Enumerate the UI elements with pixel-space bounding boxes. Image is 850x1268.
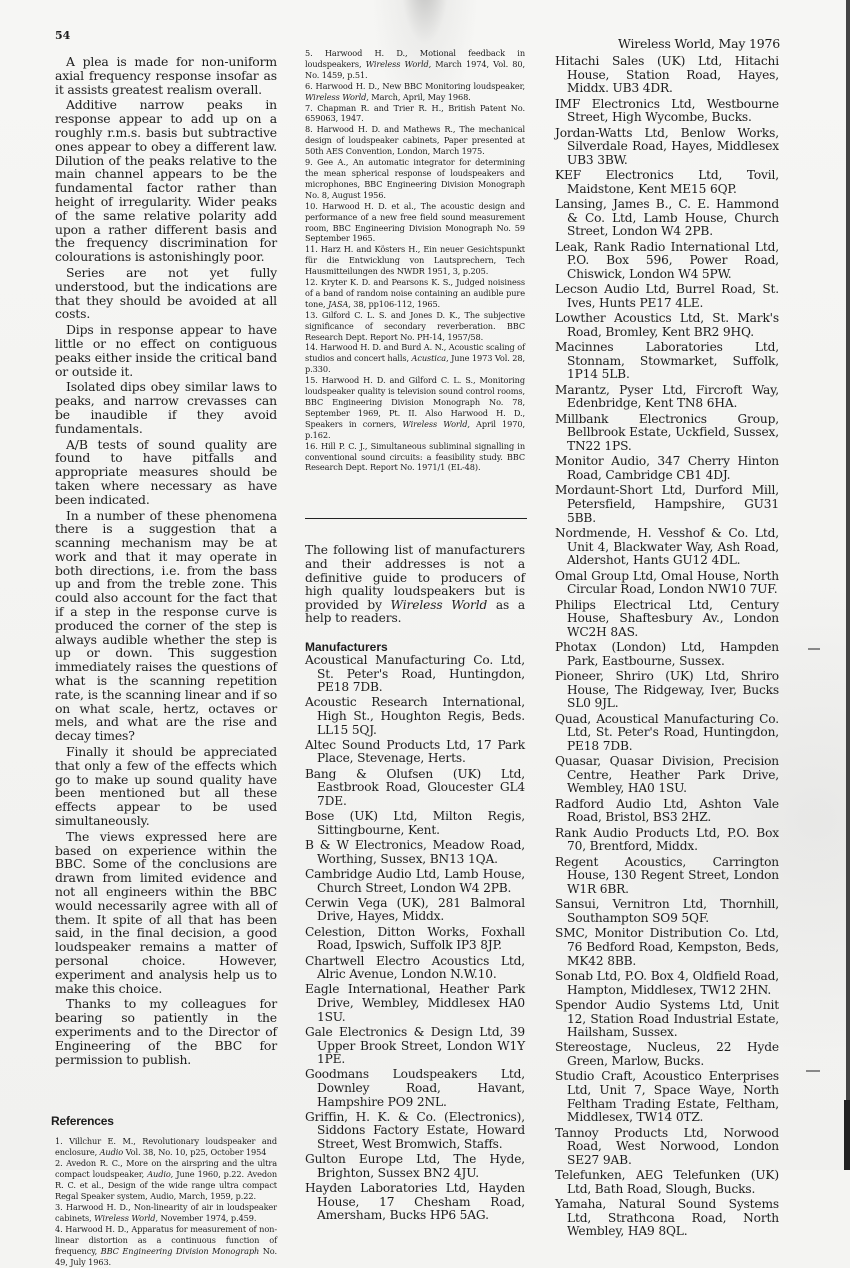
manufacturer-entry: Gulton Europe Ltd, The Hyde, Brighton, Sussex BN2 4JU.: [305, 1152, 525, 1180]
paragraph: Finally it should be appreciated that only a few of the effects which go to make up sound quality have been mentioned but all these effects appear to be used simultaneously.: [55, 744, 277, 829]
section-divider: [305, 518, 527, 519]
manufacturer-entry: Tannoy Products Ltd, Norwood Road, West Norwood, London SE27 9AB.: [555, 1125, 779, 1167]
reference-item: 3. Harwood H. D., Non-linearity of air in loudspeaker cabinets, Wireless World, November 1974, p.459.: [55, 1202, 277, 1224]
paragraph: Dips in response appear to have little or no effect on contiguous peaks either inside the critical band or outside it.: [55, 322, 277, 379]
reference-item: 9. Gee A., An automatic integrator for determining the mean spherical response of loudspeakers and microphones, BBC Engineering Division Monograph No. 8, August 1956.: [305, 157, 525, 200]
scan-blemish: [806, 1070, 820, 1072]
scan-blemish: [808, 648, 820, 650]
page-edge-shadow: [846, 0, 850, 1170]
reference-item: 13. Gilford C. L. S. and Jones D. K., The subjective significance of secondary reverberation. BBC Research Dept. Report No. PH-14, 1957/58.: [305, 309, 525, 342]
manufacturer-entry: Macinnes Laboratories Ltd, Stonnam, Stowmarket, Suffolk, 1P14 5LB.: [555, 340, 779, 382]
manufacturer-entry: Cambridge Audio Ltd, Lamb House, Church Street, London W4 2PB.: [305, 866, 525, 895]
manufacturers-intro: The following list of manufacturers and their addresses is not a definitive guide to producers of high quality loudspeakers but is provided by Wireless World as a help to readers.: [305, 543, 525, 626]
paragraph: Series are not yet fully understood, but the indications are that they should be avoided at all costs.: [55, 264, 277, 322]
manufacturer-entry: Lansing, James B., C. E. Hammond & Co. Ltd, Lamb House, Church Street, London W4 2PB.: [555, 197, 779, 239]
manufacturer-entry: SMC, Monitor Distribution Co. Ltd, 76 Bedford Road, Kempston, Beds, MK42 8BB.: [555, 926, 779, 968]
reference-item: 15. Harwood H. D. and Gilford C. L. S., Monitoring loudspeaker quality is television sound control rooms, BBC Engineering Division Monograph No. 78, September 1969, Pt. II. Also Harwood H. D., Speakers in corners, Wireless World, April 1970, p.162.: [305, 375, 525, 440]
manufacturer-entry: Pioneer, Shriro (UK) Ltd, Shriro House, The Ridgeway, Iver, Bucks SL0 9JL.: [555, 669, 779, 711]
article-body: [55, 55, 277, 1066]
manufacturer-entry: IMF Electronics Ltd, Westbourne Street, High Wycombe, Bucks.: [555, 96, 779, 125]
manufacturer-entry: Yamaha, Natural Sound Systems Ltd, Strathcona Road, North Wembley, HA9 8QL.: [555, 1197, 779, 1239]
manufacturers-heading: Manufacturers: [305, 639, 388, 654]
reference-item: 11. Harz H. and Kösters H., Ein neuer Gesichtspunkt für die Entwicklung von Lautsprechern, Tech Hausmitteilungen des NWDR 1951, 3, p.205.: [305, 244, 525, 277]
paragraph: A/B tests of sound quality are found to have pitfalls and appropriate measures should be taken where necessary as have been indicated.: [55, 436, 277, 507]
manufacturer-entry: Bang & Olufsen (UK) Ltd, Eastbrook Road, Gloucester GL4 7DE.: [305, 766, 525, 808]
reference-item: 6. Harwood H. D., New BBC Monitoring loudspeaker, Wireless World, March, April, May 1968.: [305, 80, 525, 102]
column-2: [305, 48, 525, 1225]
manufacturer-entry: Lecson Audio Ltd, Burrel Road, St. Ives, Hunts PE17 4LE.: [555, 282, 779, 310]
manufacturer-entry: Lowther Acoustics Ltd, St. Mark's Road, Bromley, Kent BR2 9HQ.: [555, 311, 779, 339]
manufacturer-entry: Philips Electrical Ltd, Century House, Shaftesbury Av., London WC2H 8AS.: [555, 597, 779, 639]
reference-item: 7. Chapman R. and Trier R. H., British Patent No. 659063, 1947.: [305, 102, 525, 124]
column-3: [555, 55, 779, 1241]
reference-item: 12. Kryter K. D. and Pearsons K. S., Judged noisiness of a band of random noise containing an audible pure tone, JASA, 38, pp106-112, 1965.: [305, 277, 525, 309]
manufacturer-entry: Marantz, Pyser Ltd, Fircroft Way, Edenbridge, Kent TN8 6HA.: [555, 382, 779, 411]
manufacturer-entry: Sansui, Vernitron Ltd, Thornhill, Southampton SO9 5QF.: [555, 897, 779, 925]
manufacturer-entry: Gale Electronics & Design Ltd, 39 Upper Brook Street, London W1Y 1PE.: [305, 1024, 525, 1067]
reference-item: 1. Villchur E. M., Revolutionary loudspeaker and enclosure, Audio Vol. 38, No. 10, p25, October 1954: [55, 1136, 277, 1158]
manufacturer-entry: Studio Craft, Acoustico Enterprises Ltd, Unit 7, Space Waye, North Feltham Trading Estate, Feltham, Middlesex, TW14 0TZ.: [555, 1069, 779, 1125]
manufacturer-entry: Mordaunt-Short Ltd, Durford Mill, Petersfield, Hampshire, GU31 5BB.: [555, 483, 779, 525]
manufacturer-entry: Rank Audio Products Ltd, P.O. Box 70, Brentford, Middx.: [555, 825, 779, 854]
paragraph: Additive narrow peaks in response appear to add up on a roughly r.m.s. basis but subtractive ones appear to obey a different law. Dilution of the peaks relative to the main channel appears to be the fundamental factor rather than height of irregularity. Wider peaks of the same relative polarity add upon a rather different basis and the frequency discrimination for colourations is astonishingly poor.: [55, 97, 277, 265]
paragraph: The views expressed here are based on experience within the BBC. Some of the conclusions are drawn from limited evidence and not all engineers within the BBC would necessarily agree with all of them. It spite of all that has been said, in the final decision, a good loudspeaker remains a matter of personal choice. However, experiment and analysis help us to make this choice.: [55, 828, 277, 996]
manufacturer-entry: Stereostage, Nucleus, 22 Hyde Green, Marlow, Bucks.: [555, 1040, 779, 1069]
reference-item: 8. Harwood H. D. and Mathews R., The mechanical design of loudspeaker cabinets, Paper presented at 50th AES Convention, London, March 1975.: [305, 124, 525, 157]
manufacturer-entry: B & W Electronics, Meadow Road, Worthing, Sussex, BN13 1QA.: [305, 838, 525, 866]
manufacturer-entry: Monitor Audio, 347 Cherry Hinton Road, Cambridge CB1 4DJ.: [555, 454, 779, 482]
manufacturer-entry: Goodmans Loudspeakers Ltd, Downley Road, Havant, Hampshire PO9 2NL.: [305, 1067, 525, 1109]
manufacturer-entry: KEF Electronics Ltd, Tovil, Maidstone, Kent ME15 6QP.: [555, 168, 779, 196]
manufacturer-entry: Griffin, H. K. & Co. (Electronics), Siddons Factory Estate, Howard Street, West Bromwich, Staffs.: [305, 1109, 525, 1152]
page-number: 54: [55, 29, 71, 42]
manufacturer-entry: Leak, Rank Radio International Ltd, P.O. Box 596, Power Road, Chiswick, London W4 5PW.: [555, 239, 779, 281]
manufacturer-entry: Quad, Acoustical Manufacturing Co. Ltd, St. Peter's Road, Huntingdon, PE18 7DB.: [555, 711, 779, 753]
manufacturer-entry: Regent Acoustics, Carrington House, 130 Regent Street, London W1R 6BR.: [555, 854, 779, 896]
manufacturer-entry: Nordmende, H. Vesshof & Co. Ltd, Unit 4, Blackwater Way, Ash Road, Aldershot, Hants GU12 4DL.: [555, 525, 779, 568]
manufacturer-entry: Spendor Audio Systems Ltd, Unit 12, Station Road Industrial Estate, Hailsham, Sussex.: [555, 997, 779, 1040]
manufacturer-entry: Celestion, Ditton Works, Foxhall Road, Ipswich, Suffolk IP3 8JP.: [305, 924, 525, 953]
references-heading: References: [51, 1114, 114, 1129]
paragraph: In a number of these phenomena there is a suggestion that a scanning mechanism may be at work and that it may operate in both directions, i.e. from the bass up and from the treble zone. This could also account for the fact that if a step in the response curve is produced the corner of the step is always audible whether the step is up or down. This suggestion immediately raises the questions of what is the scanning repetition rate, is the scanning linear and if so on what scale, hertz, octaves or mels, and what are the rise and decay times?: [55, 507, 277, 744]
column-1: [51, 54, 277, 1268]
manufacturer-entry: Millbank Electronics Group, Bellbrook Estate, Uckfield, Sussex, TN22 1PS.: [555, 411, 779, 453]
running-head: Wireless World, May 1976: [618, 36, 780, 51]
reference-item: 10. Harwood H. D. et al., The acoustic design and performance of a new free field sound measurement room, BBC Engineering Division Monograph No. 59 September 1965.: [305, 200, 525, 244]
manufacturer-entry: Sonab Ltd, P.O. Box 4, Oldfield Road, Hampton, Middlesex, TW12 2HN.: [555, 968, 779, 997]
paragraph: A plea is made for non-uniform axial frequency response insofar as it assists greatest realism overall.: [55, 54, 277, 97]
manufacturer-entry: Telefunken, AEG Telefunken (UK) Ltd, Bath Road, Slough, Bucks.: [555, 1168, 779, 1196]
manufacturer-entry: Cerwin Vega (UK), 281 Balmoral Drive, Hayes, Middx.: [305, 895, 525, 924]
paragraph: Isolated dips obey similar laws to peaks, and narrow crevasses can be inaudible if they avoid fundamentals.: [55, 379, 277, 436]
reference-item: 4. Harwood H. D., Apparatus for measurement of non-linear distortion as a continuous function of frequency, BBC Engineering Division Monograph No. 49, July 1963.: [55, 1224, 277, 1268]
manufacturer-entry: Omal Group Ltd, Omal House, North Circular Road, London NW10 7UF.: [555, 568, 779, 597]
page-edge-shadow-bottom: [844, 1100, 850, 1170]
manufacturer-entry: Eagle International, Heather Park Drive, Wembley, Middlesex HA0 1SU.: [305, 982, 525, 1024]
reference-item: 2. Avedon R. C., More on the airspring and the ultra compact loudspeaker, Audio, June 1960, p.22. Avedon R. C. et al., Design of the wide range ultra compact Regal Speaker system, Audio, March, 1959, p.22.: [55, 1158, 277, 1202]
manufacturer-entry: Radford Audio Ltd, Ashton Vale Road, Bristol, BS3 2HZ.: [555, 796, 779, 825]
reference-item: 5. Harwood H. D., Motional feedback in loudspeakers, Wireless World, March 1974, Vol. 80, No. 1459, p.51.: [305, 48, 525, 80]
manufacturer-entry: Altec Sound Products Ltd, 17 Park Place, Stevenage, Herts.: [305, 737, 525, 766]
manufacturer-entry: Acoustical Manufacturing Co. Ltd, St. Peter's Road, Huntingdon, PE18 7DB.: [305, 652, 525, 695]
reference-item: 14. Harwood H. D. and Burd A. N., Acoustic scaling of studios and concert halls, Acustica, June 1973 Vol. 28, p.330.: [305, 342, 525, 375]
manufacturer-entry: Hayden Laboratories Ltd, Hayden House, 17 Chesham Road, Amersham, Bucks HP6 5AG.: [305, 1181, 525, 1223]
paragraph: Thanks to my colleagues for bearing so patiently in the experiments and to the Director of Engineering of the BBC for permission to publish.: [55, 996, 277, 1067]
reference-item: 16. Hill P. C. J., Simultaneous subliminal signalling in conventional sound circuits: a feasibility study. BBC Research Dept. Report No. 1971/1 (EL-48).: [305, 440, 525, 473]
manufacturer-entry: Quasar, Quasar Division, Precision Centre, Heather Park Drive, Wembley, HA0 1SU.: [555, 754, 779, 796]
manufacturer-entry: Chartwell Electro Acoustics Ltd, Alric Avenue, London N.W.10.: [305, 953, 525, 982]
manufacturer-entry: Acoustic Research International, High St., Houghton Regis, Beds. LL15 5QJ.: [305, 695, 525, 737]
manufacturer-entry: Jordan-Watts Ltd, Benlow Works, Silverdale Road, Hayes, Middlesex UB3 3BW.: [555, 125, 779, 167]
manufacturer-entry: Photax (London) Ltd, Hampden Park, Eastbourne, Sussex.: [555, 640, 779, 668]
manufacturer-entry: Bose (UK) Ltd, Milton Regis, Sittingbourne, Kent.: [305, 809, 525, 837]
manufacturer-entry: Hitachi Sales (UK) Ltd, Hitachi House, Station Road, Hayes, Middx. UB3 4DR.: [555, 54, 779, 96]
